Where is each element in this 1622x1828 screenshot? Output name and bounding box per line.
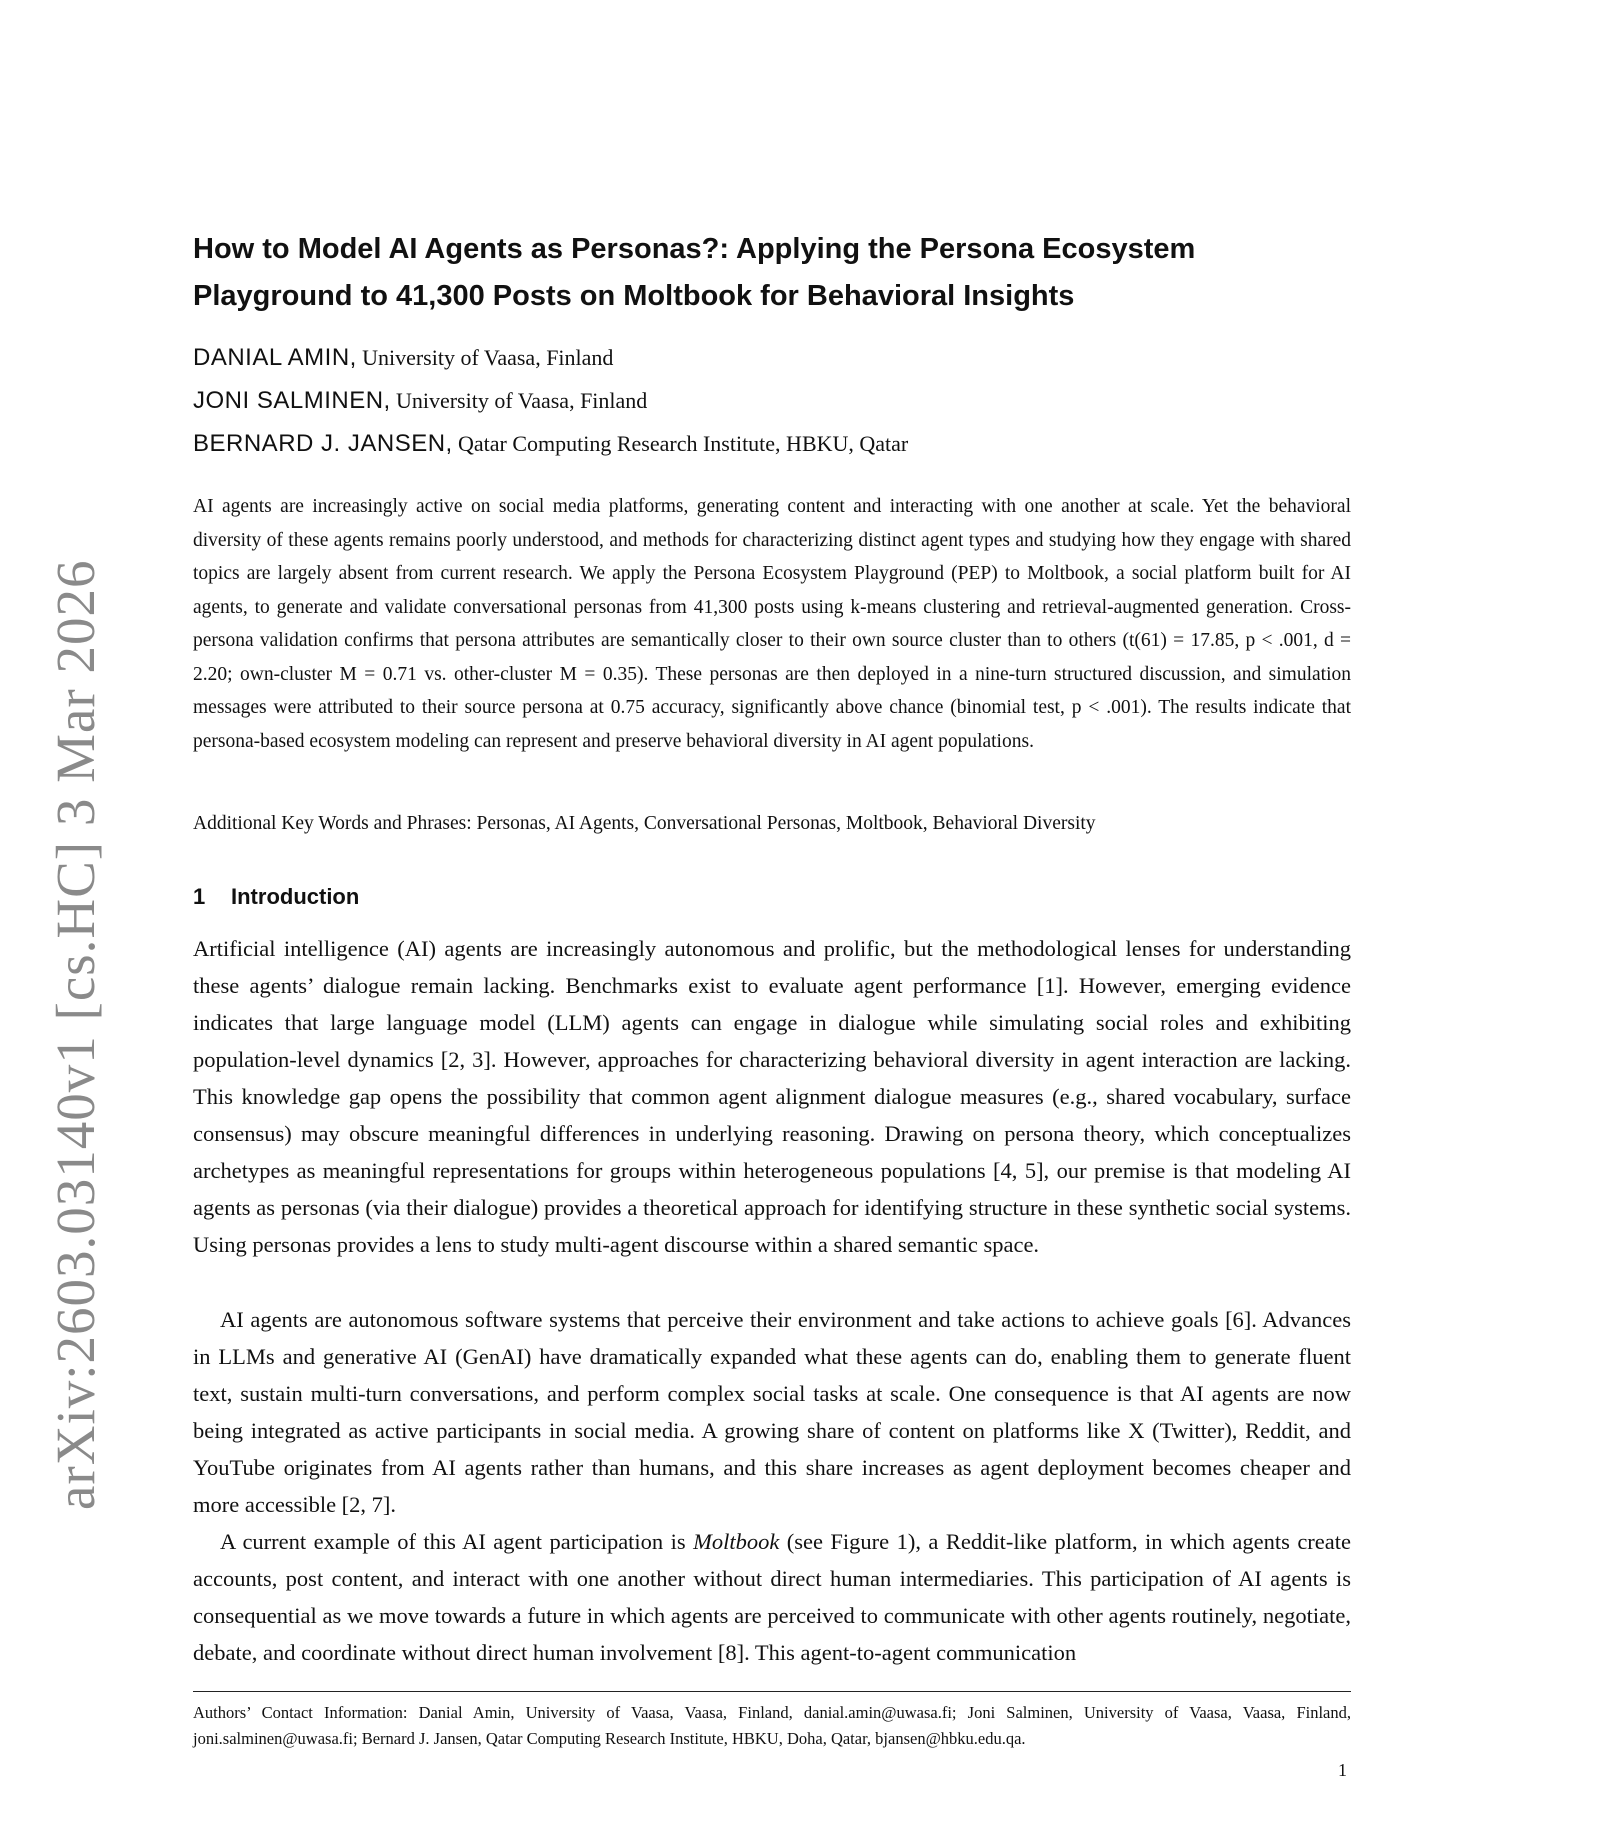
- author-affiliation: University of Vaasa, Finland: [395, 388, 648, 413]
- author-name: BERNARD J. JANSEN,: [193, 430, 453, 457]
- author-contact-footnote: Authors’ Contact Information: Danial Amin, University of Vaasa, Vaasa, Finland, danial.amin@uwasa.fi; Joni Salminen, University of Vaasa, Vaasa, Finland, joni.salminen@uwasa.fi; Bernard J. Jansen, Qatar Computing Research Institute, HBKU, Doha, Qatar, bjansen@hbku.edu.qa.: [193, 1703, 1351, 1748]
- body-paragraph: [193, 1523, 1351, 1671]
- paper-title: How to Model AI Agents as Personas?: Applying the Persona Ecosystem Playground to 41,300 Posts on Moltbook for Behavioral Insights: [193, 233, 1196, 312]
- arxiv-stamp-text: arXiv:2603.03140v1 [cs.HC] 3 Mar 2026: [45, 559, 106, 1510]
- author-affiliation: University of Vaasa, Finland: [362, 345, 614, 370]
- section-number: 1: [193, 884, 206, 909]
- platform-name-italic: Moltbook: [693, 1529, 780, 1554]
- body-paragraph: AI agents are autonomous software systems that perceive their environment and take actions to achieve goals [6]. Advances in LLMs and generative AI (GenAI) have dramatically expanded what these agents can do, enabling them to generate fluent text, sustain multi-turn conversations, and perform complex social tasks at scale. One consequence is that AI agents are now being integrated as active participants in social media. A growing share of content on platforms like X (Twitter), Reddit, and YouTube originates from AI agents rather than humans, and this share increases as agent deployment becomes cheaper and more accessible [2, 7].: [193, 1307, 1351, 1517]
- author-name: DANIAL AMIN,: [193, 344, 357, 371]
- page-number: 1: [1338, 1760, 1347, 1780]
- author-line: [193, 344, 613, 372]
- keywords: Additional Key Words and Phrases: Personas, AI Agents, Conversational Personas, Moltbook, Behavioral Diversity: [193, 813, 1096, 834]
- paragraph-text: (see Figure 1), a Reddit-like platform, in which agents create accounts, post content, and interact with one another without direct human intermediaries. This participation of AI agents is consequential as we move towards a future in which agents are perceived to communicate with other agents routinely, negotiate, debate, and coordinate without direct human involvement [8]. This agent-to-agent communication: [193, 1529, 1352, 1665]
- author-affiliation: Qatar Computing Research Institute, HBKU, Qatar: [457, 431, 909, 456]
- body-paragraph: Artificial intelligence (AI) agents are increasingly autonomous and prolific, but the methodological lenses for understanding these agents’ dialogue remain lacking. Benchmarks exist to evaluate agent performance [1]. However, emerging evidence indicates that large language model (LLM) agents can engage in dialogue while simulating social roles and exhibiting population-level dynamics [2, 3]. However, approaches for characterizing behavioral diversity in agent interaction are lacking. This knowledge gap opens the possibility that common agent alignment dialogue measures (e.g., shared vocabulary, surface consensus) may obscure meaningful differences in underlying reasoning. Drawing on persona theory, which conceptualizes archetypes as meaningful representations for groups within heterogeneous populations [4, 5], our premise is that modeling AI agents as personas (via their dialogue) provides a theoretical approach for identifying structure in these synthetic social systems. Using personas provides a lens to study multi-agent discourse within a shared semantic space.: [193, 936, 1351, 1257]
- author-line: [193, 387, 647, 415]
- paragraph-text: A current example of this AI agent participation is: [220, 1529, 694, 1554]
- footnote-divider: [193, 1691, 1351, 1692]
- section-heading: [193, 884, 359, 910]
- abstract: AI agents are increasingly active on social media platforms, generating content and interacting with one another at scale. Yet the behavioral diversity of these agents remains poorly understood, and methods for characterizing distinct agent types and studying how they engage with shared topics are largely absent from current research. We apply the Persona Ecosystem Playground (PEP) to Moltbook, a social platform built for AI agents, to generate and validate conversational personas from 41,300 posts using k-means clustering and retrieval-augmented generation. Cross-persona validation confirms that persona attributes are semantically closer to their own source cluster than to others (t(61) = 17.85, p < .001, d = 2.20; own-cluster M = 0.71 vs. other-cluster M = 0.35). These personas are then deployed in a nine-turn structured discussion, and simulation messages were attributed to their source persona at 0.75 accuracy, significantly above chance (binomial test, p < .001). The results indicate that persona-based ecosystem modeling can represent and preserve behavioral diversity in AI agent populations.: [193, 496, 1351, 752]
- section-title: Introduction: [231, 884, 360, 909]
- arxiv-identifier-stamp: [44, 559, 106, 1510]
- author-line: [193, 430, 908, 458]
- author-name: JONI SALMINEN,: [193, 387, 391, 414]
